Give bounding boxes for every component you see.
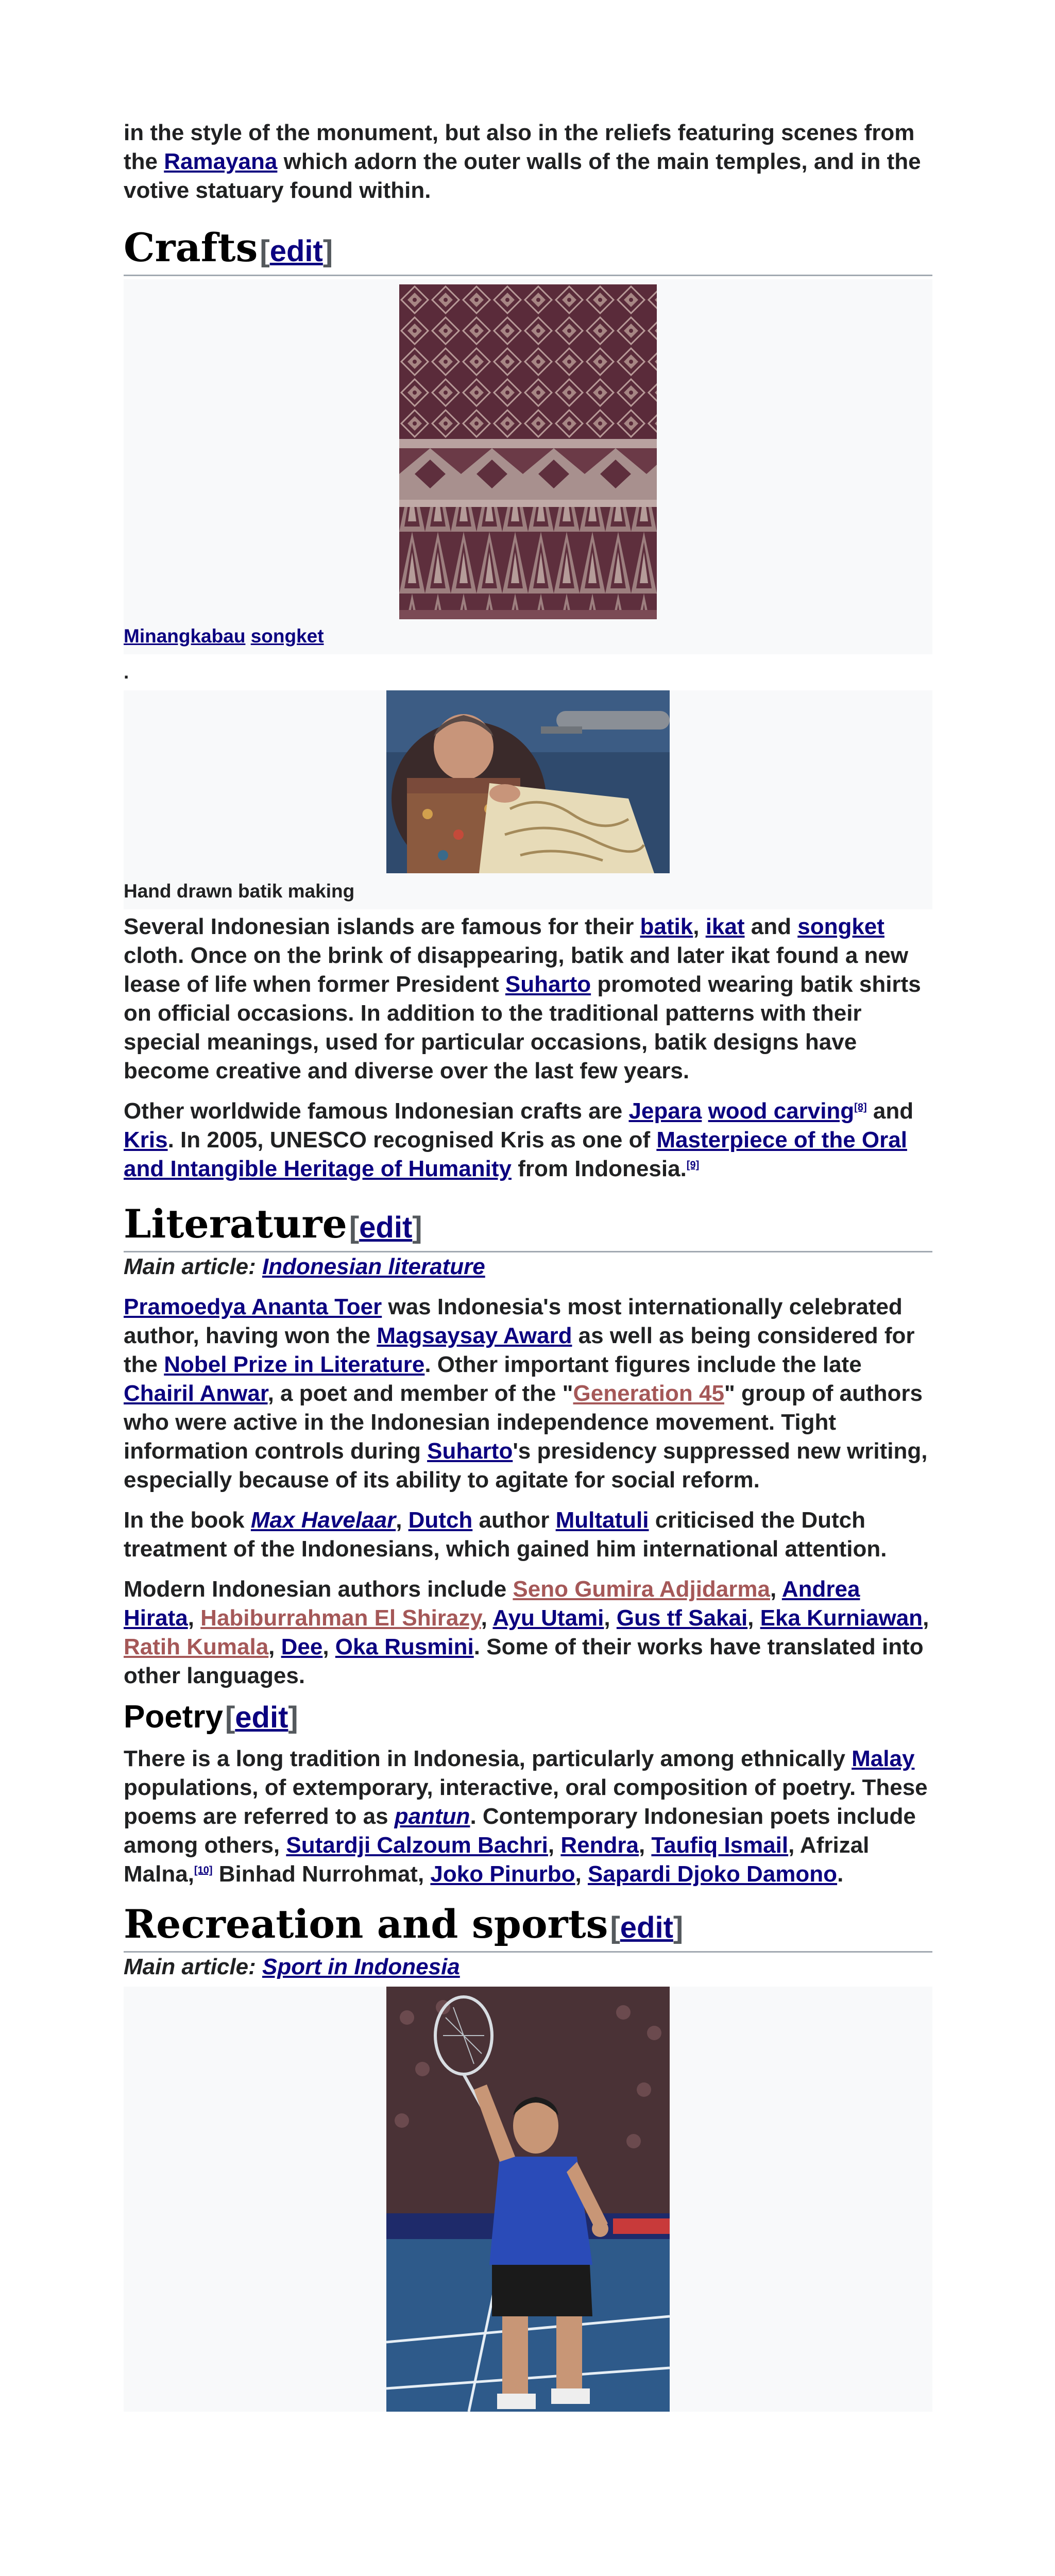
separator: , xyxy=(188,1605,201,1631)
separator: , xyxy=(575,1861,588,1887)
text: , xyxy=(396,1507,409,1533)
edit-section: [edit] xyxy=(610,1911,684,1944)
text: was Indonesia's most internationally celebrated author, having won the xyxy=(124,1294,903,1348)
link-jepara[interactable]: Jepara xyxy=(628,1098,702,1124)
edit-link-crafts[interactable]: edit xyxy=(269,234,323,268)
link-magsaysay[interactable]: Magsaysay Award xyxy=(377,1323,572,1348)
text: Modern Indonesian authors include xyxy=(124,1577,513,1602)
text: " group of authors who were active in the Indonesian independence movement. Tight information controls during xyxy=(124,1381,923,1464)
link-nobel[interactable]: Nobel Prize in Literature xyxy=(164,1352,425,1377)
edit-link-poetry[interactable]: edit xyxy=(235,1701,288,1734)
text: , xyxy=(693,914,706,939)
link-oka-rusmini[interactable]: Oka Rusmini xyxy=(335,1634,474,1659)
link-malay[interactable]: Malay xyxy=(852,1746,915,1771)
badminton-player-image-svg xyxy=(386,1987,670,2412)
link-ramayana[interactable]: Ramayana xyxy=(164,149,278,174)
link-joko-pinurbo[interactable]: Joko Pinurbo xyxy=(430,1861,575,1887)
figure-badminton xyxy=(124,1987,932,2412)
figure-songket xyxy=(124,279,932,654)
link-habiburrahman[interactable]: Habiburrahman El Shirazy xyxy=(200,1605,481,1631)
separator: , xyxy=(322,1634,335,1659)
link-batik[interactable]: batik xyxy=(640,914,693,939)
edit-link-literature[interactable]: edit xyxy=(359,1211,413,1244)
reference-9[interactable]: [9] xyxy=(686,1159,700,1171)
heading-text: Poetry xyxy=(124,1699,223,1735)
main-article-note xyxy=(124,1953,932,1981)
separator: , xyxy=(770,1577,782,1602)
separator: , xyxy=(481,1605,493,1631)
section-heading-literature xyxy=(124,1202,932,1252)
separator: , xyxy=(268,1634,281,1659)
text: Several Indonesian islands are famous for their xyxy=(124,914,640,939)
edit-link-recreation[interactable]: edit xyxy=(620,1911,673,1944)
link-pramoedya[interactable]: Pramoedya Ananta Toer xyxy=(124,1294,382,1319)
intro-text: in the style of the monument, but also in the reliefs featuring scenes from the xyxy=(124,120,915,174)
link-kris[interactable]: Kris xyxy=(124,1127,168,1153)
section-heading-poetry xyxy=(124,1698,932,1737)
intro-paragraph xyxy=(124,118,932,205)
link-sutardji[interactable]: Sutardji Calzoum Bachri xyxy=(286,1833,548,1858)
text: In the book xyxy=(124,1507,251,1533)
text: , Afrizal Malna, xyxy=(124,1833,870,1887)
text: Binhad Nurrohmat, xyxy=(212,1861,431,1887)
hatnote-prefix: Main article: xyxy=(124,1254,262,1279)
songket-image-svg xyxy=(399,284,657,619)
figure-batik xyxy=(124,690,932,909)
link-multatuli[interactable]: Multatuli xyxy=(555,1507,649,1533)
literature-paragraph-1 xyxy=(124,1293,932,1495)
link-sport-in-indonesia[interactable]: Sport in Indonesia xyxy=(262,1954,460,1979)
text: as well as being considered for the xyxy=(124,1323,915,1377)
reference-8[interactable]: [8] xyxy=(854,1101,867,1113)
link-chairil[interactable]: Chairil Anwar xyxy=(124,1381,268,1406)
text: populations, of extemporary, interactive, oral composition of poetry. These poems are referred to as xyxy=(124,1775,928,1829)
text: from Indonesia. xyxy=(511,1156,687,1181)
link-gus-tf-sakai[interactable]: Gus tf Sakai xyxy=(616,1605,748,1631)
link-minangkabau[interactable]: Minangkabau xyxy=(124,625,246,647)
separator: , xyxy=(548,1833,561,1858)
text: . xyxy=(837,1861,844,1887)
heading-text: Crafts xyxy=(124,225,258,270)
text: . Contemporary Indonesian poets include among others, xyxy=(124,1804,916,1858)
link-wood-carving[interactable]: wood carving xyxy=(708,1098,855,1124)
section-heading-recreation xyxy=(124,1902,932,1953)
text: , a poet and member of the " xyxy=(267,1381,573,1406)
link-songket[interactable]: songket xyxy=(797,914,884,939)
separator: , xyxy=(638,1833,652,1858)
separator: , xyxy=(604,1605,617,1631)
badminton-player-image[interactable] xyxy=(386,1987,670,2412)
edit-section: [edit] xyxy=(349,1211,422,1244)
text: criticised the Dutch treatment of the Indonesians, which gained him international attention. xyxy=(124,1507,887,1562)
text: cloth. Once on the brink of disappearing, batik and later ikat found a new lease of life when former President xyxy=(124,943,909,997)
separator: , xyxy=(923,1605,929,1631)
reference-10[interactable]: [10] xyxy=(194,1865,213,1876)
text: and xyxy=(866,1098,914,1124)
link-suharto[interactable]: Suharto xyxy=(505,972,591,997)
separator: , xyxy=(747,1605,760,1631)
stray-period: . xyxy=(124,662,129,683)
poetry-paragraph xyxy=(124,1744,932,1889)
link-indonesian-literature[interactable]: Indonesian literature xyxy=(262,1254,485,1279)
text: . Some of their works have translated into other languages. xyxy=(124,1634,924,1688)
crafts-paragraph-2 xyxy=(124,1097,932,1183)
link-dutch[interactable]: Dutch xyxy=(408,1507,473,1533)
link-max-havelaar[interactable]: Max Havelaar xyxy=(250,1507,396,1533)
text: 's presidency suppressed new writing, especially because of its ability to agitate for social reform. xyxy=(124,1438,928,1493)
link-sapardi[interactable]: Sapardi Djoko Damono xyxy=(587,1861,838,1887)
link-dee[interactable]: Dee xyxy=(281,1634,323,1659)
link-rendra[interactable]: Rendra xyxy=(560,1833,639,1858)
link-andrea-hirata[interactable]: Andrea Hirata xyxy=(124,1577,860,1631)
section-heading-crafts xyxy=(124,226,932,276)
batik-making-image-svg xyxy=(386,690,670,873)
text: promoted wearing batik shirts on official occasions. In addition to the traditional patterns with their special meanings, used for particular occasions, batik designs have become creative and diverse over the last few years. xyxy=(124,972,921,1083)
main-article-note xyxy=(124,1252,932,1281)
hatnote-prefix: Main article: xyxy=(124,1954,262,1979)
link-seno[interactable]: Seno Gumira Adjidarma xyxy=(513,1577,770,1602)
link-generation-45[interactable]: Generation 45 xyxy=(573,1381,724,1406)
text: and xyxy=(744,914,798,939)
songket-image[interactable] xyxy=(399,284,657,619)
link-songket-caption[interactable]: songket xyxy=(250,625,324,647)
text: . Other important figures include the late xyxy=(424,1352,862,1377)
crafts-paragraph-1 xyxy=(124,912,932,1086)
link-pantun[interactable]: pantun xyxy=(394,1804,470,1829)
edit-section: [edit] xyxy=(260,234,333,268)
text: author xyxy=(472,1507,556,1533)
literature-paragraph-2 xyxy=(124,1506,932,1564)
batik-making-image[interactable] xyxy=(386,690,670,873)
text: Other worldwide famous Indonesian crafts are xyxy=(124,1098,629,1124)
link-ikat[interactable]: ikat xyxy=(705,914,745,939)
text: . In 2005, UNESCO recognised Kris as one of xyxy=(167,1127,657,1153)
link-suharto-2[interactable]: Suharto xyxy=(427,1438,513,1464)
heading-text: Literature xyxy=(124,1201,347,1247)
figure-caption: Hand drawn batik making xyxy=(124,880,355,902)
link-ratih-kumala[interactable]: Ratih Kumala xyxy=(124,1634,269,1659)
heading-text: Recreation and sports xyxy=(124,1901,608,1947)
text: There is a long tradition in Indonesia, particularly among ethnically xyxy=(124,1746,852,1771)
intro-text: which adorn the outer walls of the main temples, and in the votive statuary found within. xyxy=(124,149,921,203)
link-masterpiece[interactable]: Masterpiece of the Oral and Intangible Heritage of Humanity xyxy=(124,1127,907,1181)
edit-section: [edit] xyxy=(225,1701,298,1734)
figure-caption xyxy=(124,624,932,648)
link-taufiq-ismail[interactable]: Taufiq Ismail xyxy=(651,1833,789,1858)
literature-paragraph-3 xyxy=(124,1575,932,1690)
link-ayu-utami[interactable]: Ayu Utami xyxy=(492,1605,604,1631)
link-eka-kurniawan[interactable]: Eka Kurniawan xyxy=(760,1605,923,1631)
article-content xyxy=(124,118,932,2412)
